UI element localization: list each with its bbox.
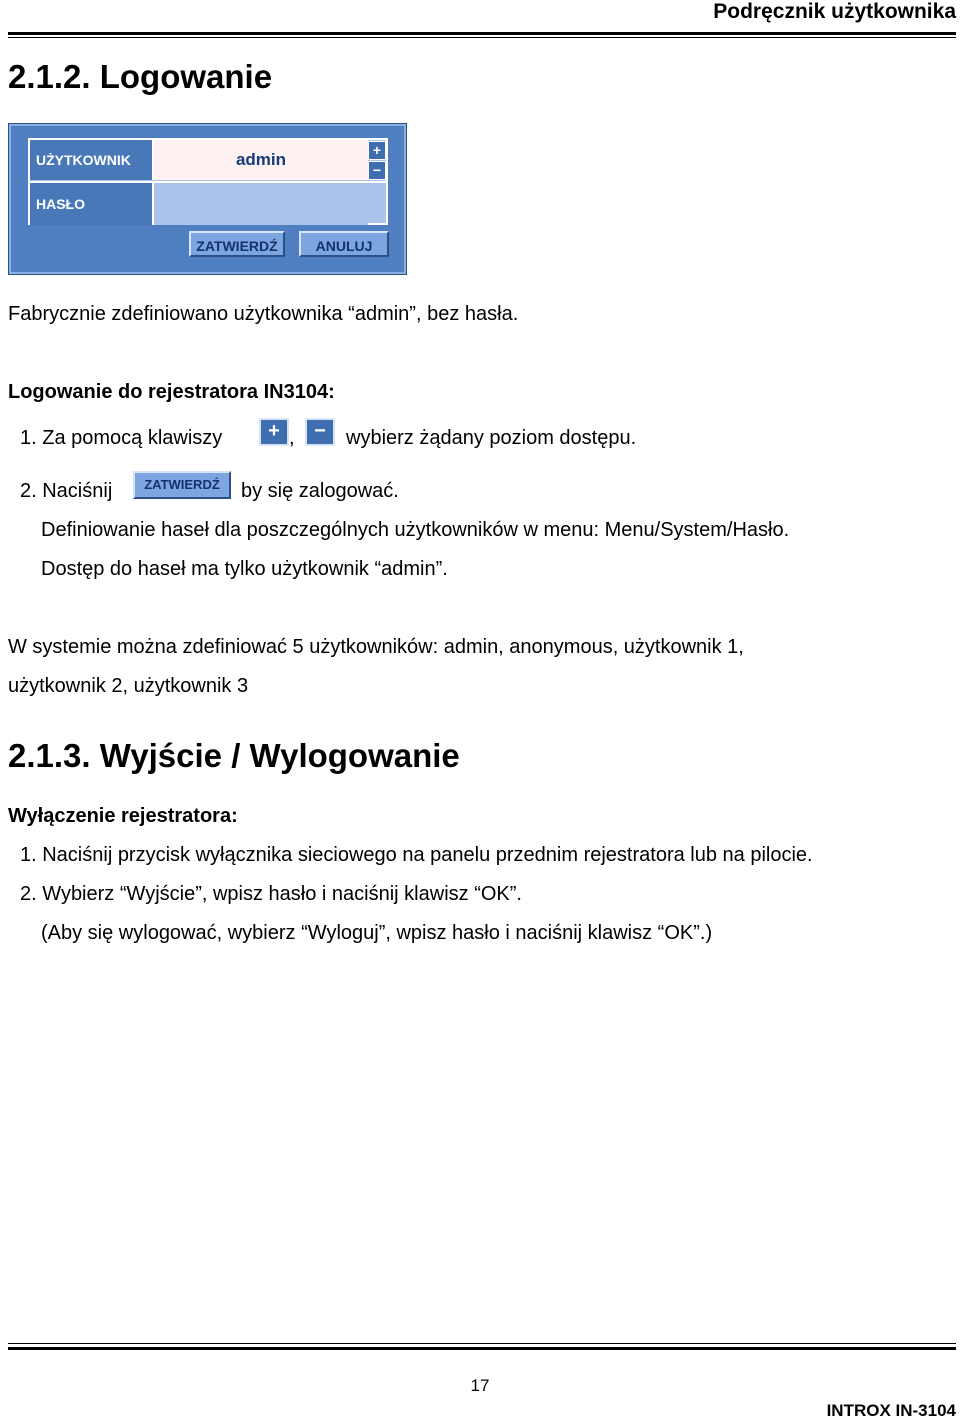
password-field[interactable] xyxy=(154,183,368,225)
user-label: UŻYTKOWNIK xyxy=(30,140,154,180)
confirm-key-icon: ZATWIERDŹ xyxy=(133,471,231,499)
shutdown-line-3: (Aby się wylogować, wybierz “Wyloguj”, wpisz hasło i naciśnij klawisz “OK”.) xyxy=(41,922,713,944)
user-field[interactable] xyxy=(154,140,368,180)
users-text-line-1: W systemie można zdefiniować 5 użytkowników: admin, anonymous, użytkownik 1, xyxy=(8,636,744,658)
minus-key-icon: − xyxy=(305,418,335,446)
password-row xyxy=(30,181,386,225)
shutdown-line-2: 2. Wybierz “Wyjście”, wpisz hasło i naciśnij klawisz “OK”. xyxy=(20,883,522,905)
page-number: 17 xyxy=(470,1376,490,1395)
login-subheading: Logowanie do rejestratora IN3104: xyxy=(8,381,335,403)
section-heading-logowanie: 2.1.2. Logowanie xyxy=(8,58,273,95)
step-1-prefix: 1. Za pomocą klawiszy xyxy=(20,427,223,449)
shutdown-line-1: 1. Naciśnij przycisk wyłącznika sieciowego na panelu przednim rejestratora lub na pilocie. xyxy=(20,844,813,866)
plus-key-icon: + xyxy=(259,418,289,446)
user-increment-icon[interactable]: + xyxy=(368,141,386,160)
footer-rule xyxy=(8,1343,956,1350)
document-header-title: Podręcznik użytkownika xyxy=(713,0,956,23)
step-1-comma: , xyxy=(289,427,295,449)
login-dialog xyxy=(8,123,407,275)
password-label: HASŁO xyxy=(30,183,154,225)
shutdown-subheading: Wyłączenie rejestratora: xyxy=(8,805,238,827)
step-2-note-2: Dostęp do haseł ma tylko użytkownik “admin”. xyxy=(41,558,448,580)
login-form-table xyxy=(28,138,388,225)
step-1-suffix: wybierz żądany poziom dostępu. xyxy=(346,427,637,449)
section-heading-wyjscie: 2.1.3. Wyjście / Wylogowanie xyxy=(8,737,460,774)
users-text-line-2: użytkownik 2, użytkownik 3 xyxy=(8,675,249,697)
user-decrement-icon[interactable]: − xyxy=(368,161,386,180)
user-value: admin xyxy=(235,150,287,169)
header-rule xyxy=(8,32,956,38)
footer-product: INTROX IN-3104 xyxy=(826,1401,956,1420)
step-2-note-1: Definiowanie haseł dla poszczególnych użytkowników w menu: Menu/System/Hasło. xyxy=(41,519,790,541)
step-2-prefix: 2. Naciśnij xyxy=(20,480,113,502)
cancel-button[interactable]: ANULUJ xyxy=(299,231,389,257)
default-user-text: Fabrycznie zdefiniowano użytkownika “admin”, bez hasła. xyxy=(8,303,519,325)
confirm-button[interactable]: ZATWIERDŹ xyxy=(189,231,285,257)
user-row xyxy=(30,140,386,180)
step-2-suffix: by się zalogować. xyxy=(241,480,399,502)
